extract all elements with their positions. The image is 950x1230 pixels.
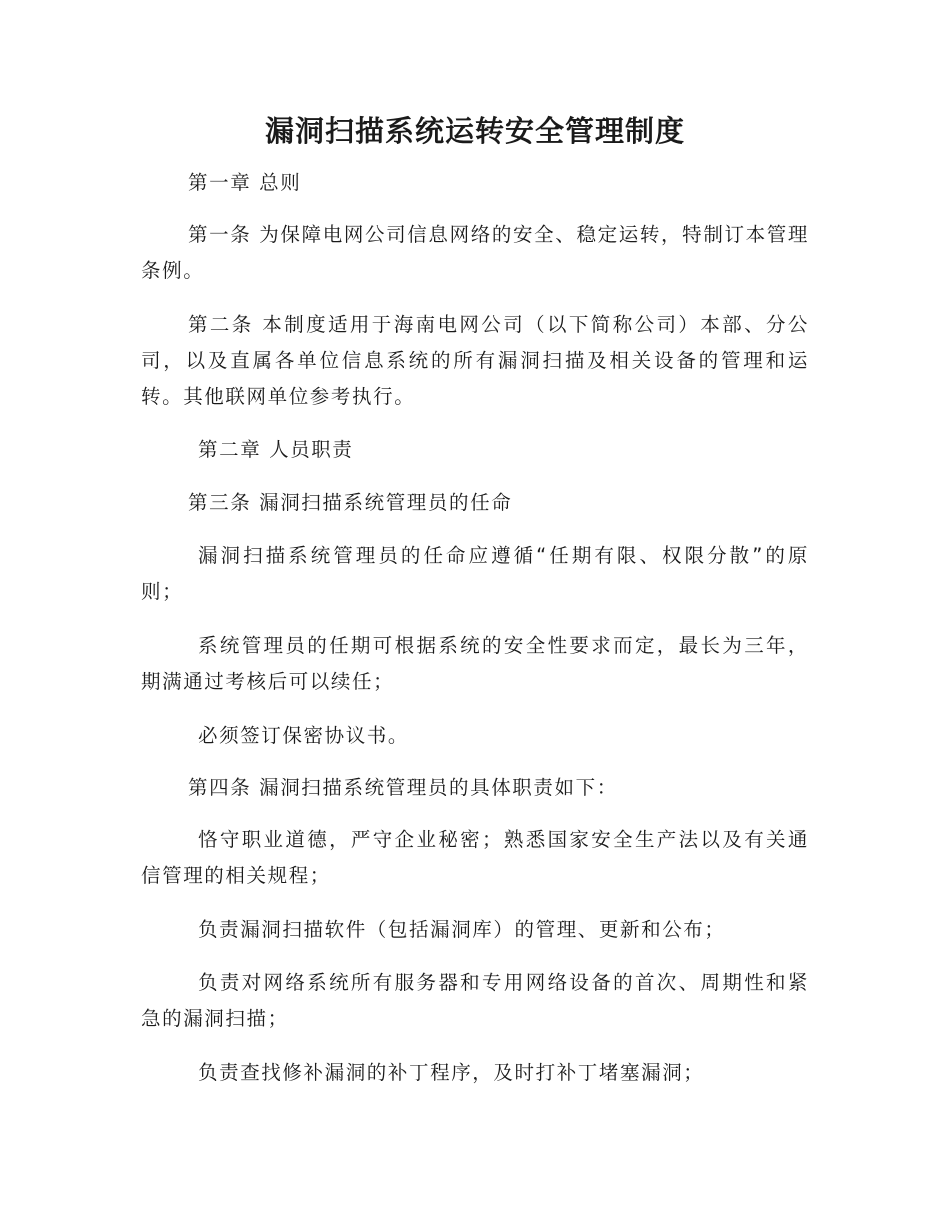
paragraph: 负责对网络系统所有服务器和专用网络设备的首次、周期性和紧急的漏洞扫描； bbox=[141, 971, 809, 1030]
paragraph: 负责查找修补漏洞的补丁程序，及时打补丁堵塞漏洞； bbox=[198, 1061, 705, 1084]
chapter-heading: 第二章 人员职责 bbox=[198, 438, 354, 461]
paragraph: 第一条 为保障电网公司信息网络的安全、稳定运转，特制订本管理条例。 bbox=[141, 223, 809, 282]
paragraph: 负责漏洞扫描软件（包括漏洞库）的管理、更新和公布； bbox=[198, 918, 726, 941]
document-title: 漏洞扫描系统运转安全管理制度 bbox=[264, 114, 685, 148]
article-heading: 第四条 漏洞扫描系统管理员的具体职责如下： bbox=[188, 776, 618, 799]
paragraph: 系统管理员的任期可根据系统的安全性要求而定，最长为三年，期满通过考核后可以续任； bbox=[141, 634, 809, 693]
paragraph: 恪守职业道德，严守企业秘密；熟悉国家安全生产法以及有关通信管理的相关规程； bbox=[141, 828, 809, 887]
paragraph: 漏洞扫描系统管理员的任命应遵循“任期有限、权限分散”的原则； bbox=[141, 544, 809, 603]
paragraph: 第二条 本制度适用于海南电网公司（以下简称公司）本部、分公司，以及直属各单位信息系统的所有漏洞扫描及相关设备的管理和运转。其他联网单位参考执行。 bbox=[141, 313, 809, 408]
article-heading: 第三条 漏洞扫描系统管理员的任命 bbox=[188, 491, 513, 514]
paragraph: 必须签订保密协议书。 bbox=[198, 724, 410, 747]
chapter-heading: 第一章 总则 bbox=[188, 171, 302, 194]
